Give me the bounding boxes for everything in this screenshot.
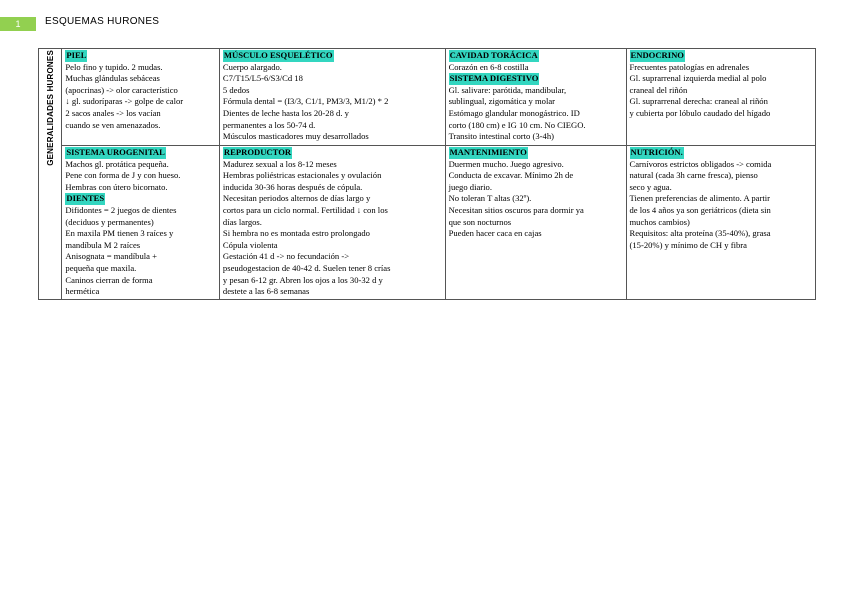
section-heading: PIEL: [66, 50, 87, 60]
side-label-cell: [39, 49, 62, 300]
cell-urogenital: [62, 146, 220, 300]
text-line: corto (180 cm) e IG 10 cm. No CIEGO.: [448, 119, 586, 130]
summary-table: [38, 48, 816, 300]
section-body: [630, 159, 814, 252]
text-line: Dientes de leche hasta los 20-28 d. y: [222, 107, 349, 118]
section-heading: MÚSCULO ESQUELÉTICO: [223, 50, 333, 60]
cell-mantenimiento: [445, 146, 626, 300]
text-line: Cuerpo alargado.: [222, 61, 282, 72]
text-line: de los 4 años ya son geriátricos (dieta sin: [629, 204, 771, 215]
text-line: (15-20%) y mínimo de CH y fibra: [629, 239, 747, 250]
text-line: Tienen preferencias de alimento. A partir: [629, 193, 770, 204]
page-number: 1: [0, 17, 36, 31]
section-heading: MANTENIMIENTO: [449, 147, 527, 157]
text-line: Frecuentes patologías en adrenales: [629, 61, 750, 72]
text-line: inducida 30-36 horas después de cópula.: [222, 181, 363, 192]
cell-piel: [62, 49, 220, 146]
section-body: [223, 159, 443, 298]
text-line: y cubierta por lóbulo caudado del hígado: [629, 107, 771, 118]
section-body: [65, 159, 217, 194]
section-body: [65, 62, 217, 132]
text-line: 2 sacos anales -> los vacían: [65, 107, 161, 118]
text-line: juego diario.: [448, 181, 492, 192]
section-heading: SISTEMA DIGESTIVO: [449, 73, 539, 84]
cell-endocrino: [626, 49, 816, 146]
section-body: [449, 62, 624, 74]
text-line: Carnívoros estrictos obligados -> comida: [629, 158, 772, 169]
text-line: Pene con forma de J y con hueso.: [65, 170, 181, 181]
document-title: ESQUEMAS HURONES: [45, 16, 160, 27]
text-line: natural (cada 3h carne fresca), pienso: [629, 170, 758, 181]
text-line: hermética: [65, 286, 100, 297]
text-line: Si hembra no es montada estro prolongado: [222, 228, 370, 239]
text-line: Pueden hacer caca en cajas: [448, 228, 542, 239]
page-header: [0, 14, 848, 32]
text-line: cortos para un ciclo normal. Fertilidad ↓ con los: [222, 204, 388, 215]
text-line: Necesitan periodos alternos de días largo y: [222, 193, 371, 204]
text-line: Estómago glandular monogástrico. ID: [448, 107, 580, 118]
text-line: y pesan 6-12 gr. Abren los ojos a los 30-32 d y: [222, 274, 383, 285]
section-body: [630, 62, 814, 120]
section-body: [65, 205, 217, 298]
text-line: C7/T15/L5-6/S3/Cd 18: [222, 73, 303, 84]
cell-nutricion: [626, 146, 816, 300]
cell-cavidad-toracica: [445, 49, 626, 146]
text-line: Requisitos: alta proteína (35-40%), grasa: [629, 228, 771, 239]
section-body: [449, 159, 624, 240]
text-line: Conducta de excavar. Mínimo 2h de: [448, 170, 574, 181]
text-line: Anisognata = mandíbula +: [65, 251, 157, 262]
text-line: craneal del riñón: [629, 84, 688, 95]
section-heading: NUTRICIÓN.: [630, 147, 683, 157]
side-label: GENERALIDADES HURONES: [45, 50, 55, 166]
text-line: días largos.: [222, 216, 262, 227]
text-line: destete a las 6-8 semanas: [222, 286, 310, 297]
text-line: Machos gl. protática pequeña.: [65, 158, 169, 169]
text-line: permanentes a los 50-74 d.: [222, 119, 316, 130]
text-line: Hembras poliéstricas estacionales y ovulación: [222, 170, 382, 181]
text-line: En maxila PM tienen 3 raíces y: [65, 228, 174, 239]
section-heading: REPRODUCTOR: [223, 147, 292, 157]
text-line: pseudogestacion de 40-42 d. Suelen tener 8 crías: [222, 262, 391, 273]
text-line: Duermen mucho. Juego agresivo.: [448, 158, 564, 169]
text-line: Gl. suprarrenal derecha: craneal al riñón: [629, 96, 768, 107]
text-line: que son nocturnos: [448, 216, 512, 227]
table-row: [39, 49, 816, 146]
section-heading: ENDOCRINO: [630, 50, 684, 60]
text-line: Pelo fino y tupido. 2 mudas.: [65, 61, 163, 72]
text-line: seco y agua.: [629, 181, 672, 192]
text-line: 5 dedos: [222, 84, 250, 95]
section-heading: CAVIDAD TORÁCICA: [449, 50, 538, 60]
text-line: Difidontes = 2 juegos de dientes: [65, 204, 177, 215]
text-line: Gl. salivare: parótida, mandibular,: [448, 84, 567, 95]
section-heading: DIENTES: [66, 193, 105, 204]
text-line: Corazón en 6-8 costilla: [448, 61, 529, 72]
text-line: cuando se ven amenazados.: [65, 119, 161, 130]
text-line: Hembras con útero bicornato.: [65, 181, 168, 192]
text-line: Muchas glándulas sebáceas: [65, 73, 160, 84]
section-body: [449, 85, 624, 143]
cell-reproductor: [219, 146, 445, 300]
section-body: [223, 62, 443, 143]
text-line: Gestación 41 d -> no fecundación ->: [222, 251, 350, 262]
table-row: [39, 146, 816, 300]
text-line: sublingual, zigomática y molar: [448, 96, 556, 107]
text-line: mandíbula M 2 raíces: [65, 239, 141, 250]
text-line: Caninos cierran de forma: [65, 274, 153, 285]
text-line: (deciduos y permanentes): [65, 216, 154, 227]
text-line: Necesitan sitios oscuros para dormir ya: [448, 204, 584, 215]
text-line: ↓ gl. sudoríparas -> golpe de calor: [65, 96, 184, 107]
text-line: Madurez sexual a los 8-12 meses: [222, 158, 337, 169]
text-line: Fórmula dental = (I3/3, C1/1, PM3/3, M1/2) * 2: [222, 96, 389, 107]
text-line: Músculos masticadores muy desarrollados: [222, 131, 369, 142]
cell-musculo-esqueletico: [219, 49, 445, 146]
text-line: Transito intestinal corto (3-4h): [448, 131, 554, 142]
text-line: Cópula violenta: [222, 239, 278, 250]
text-line: Gl. suprarrenal izquierda medial al polo: [629, 73, 767, 84]
text-line: No toleran T altas (32º).: [448, 193, 532, 204]
section-heading: SISTEMA UROGENITAL: [66, 147, 165, 157]
text-line: muchos cambios): [629, 216, 690, 227]
text-line: pequeña que maxila.: [65, 262, 137, 273]
text-line: (apocrinas) -> olor característico: [65, 84, 178, 95]
